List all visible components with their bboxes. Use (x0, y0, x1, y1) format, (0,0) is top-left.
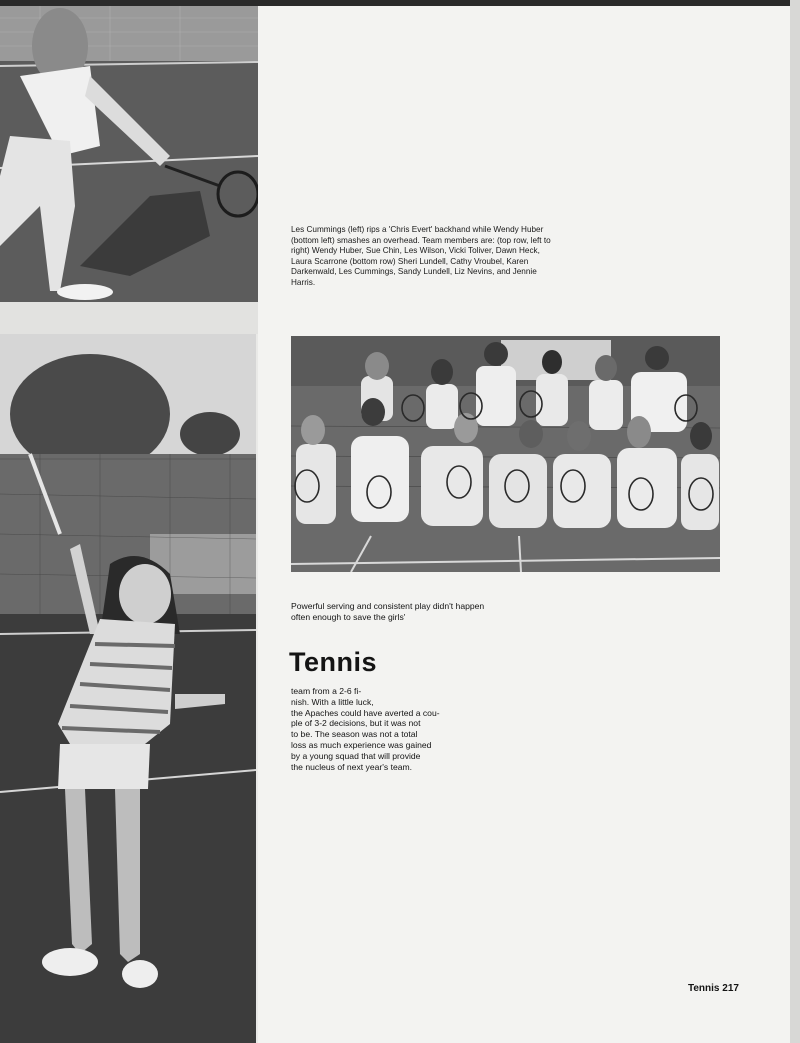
page-right-edge (790, 0, 800, 1043)
photo-gutter (0, 302, 258, 334)
photo-team-group (291, 336, 720, 572)
photo-caption: Les Cummings (left) rips a 'Chris Evert' backhand while Wendy Huber (bottom left) smashes an overhead. Team members are: (top row, left to right) Wendy Huber, Sue Chin, Les Wilson, Vicki Toliver, Dawn Heck, Laura Scarrone (bottom row) Sheri Lundell, Cathy Vroubel, Karen Darkenwald, Les Cummings, Sandy Lundell, Liz Nevins, and Jennie Harris. (291, 225, 551, 287)
body-paragraph: team from a 2-6 fi- nish. With a little luck, the Apaches could have averted a cou- ple of 3-2 decisions, but it was not to be. The season was not a total loss as much experience was gained by a young squad that will provide the nucleus of next year's team. (291, 686, 440, 772)
section-headline: Tennis (289, 647, 378, 677)
photo-backhand (0, 6, 258, 302)
page-folio: Tennis 217 (688, 983, 739, 994)
photo-overhead (0, 334, 256, 1043)
lead-paragraph: Powerful serving and consistent play didn't happen often enough to save the girls' (291, 601, 485, 622)
